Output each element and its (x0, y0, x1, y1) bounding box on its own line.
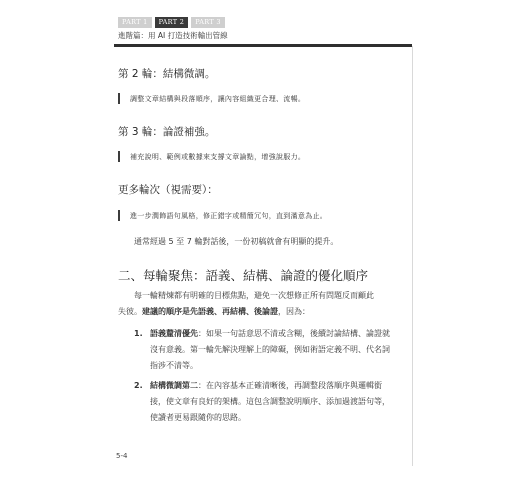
quote-text: 調整文章結構與段落順序，讓內容組織更合理、流暢。 (130, 94, 306, 103)
more-rounds-heading: 更多輪次（視需要）： (118, 184, 218, 196)
header-divider (114, 44, 412, 47)
list-number: 2. (134, 381, 143, 390)
intro-text: 失彼。 (118, 307, 142, 316)
quote-bar (118, 151, 120, 162)
intro-emphasis: 建議的順序是先語義、再結構、後論證 (142, 307, 278, 316)
part-tabs (118, 17, 225, 28)
intro-text: ，因為： (278, 307, 310, 316)
list-emphasis: 結構微調第二 (150, 381, 198, 390)
quote-bar (118, 210, 120, 221)
section-title: 二、每輪聚焦：語義、結構、論證的優化順序 (118, 268, 369, 283)
priority-list-item-2 (134, 378, 404, 426)
list-line (150, 326, 404, 342)
intro-line-2 (118, 304, 310, 320)
priority-list-item-1 (134, 326, 404, 374)
part-tab-2-active: PART 2 (155, 17, 189, 28)
round-2-heading: 第 2 輪：結構微調。 (118, 68, 216, 80)
list-line: 接，使文章有良好的架構。這包含調整說明順序、添加過渡語句等， (150, 397, 390, 406)
list-number: 1. (134, 329, 143, 338)
list-line: 沒有意義。第一輪先解決理解上的障礙，例如術語定義不明、代名詞 (150, 345, 390, 354)
chapter-title: 進階篇：用 AI 打造技術輸出管線 (118, 31, 228, 40)
list-item (134, 326, 404, 374)
list-line: 指涉不清等。 (150, 361, 198, 370)
page-number: 5-4 (116, 452, 128, 460)
quote-text: 進一步潤飾語句風格，修正錯字或精簡冗句，直到滿意為止。 (130, 211, 328, 220)
right-margin-rule (412, 46, 413, 466)
quote-bar (118, 93, 120, 104)
list-item (134, 378, 404, 426)
list-line: 使讀者更易跟隨你的思路。 (150, 413, 246, 422)
round-3-heading: 第 3 輪：論證補強。 (118, 126, 216, 138)
round-3-quote (118, 151, 305, 162)
quote-text: 補充說明、範例或數據來支撐文章論點，增強說服力。 (130, 152, 306, 161)
round-2-quote (118, 93, 305, 104)
intro-line-1: 每一輪精煉都有明確的目標焦點，避免一次想修正所有問題反而顧此 (134, 291, 374, 300)
part-tab-3: PART 3 (191, 17, 225, 28)
more-rounds-quote (118, 210, 327, 221)
part-tab-1: PART 1 (118, 17, 152, 28)
list-text: ：在內容基本正確清晰後，再調整段落順序與邏輯銜 (198, 381, 382, 390)
list-text: ：如果一句話意思不清或含糊，後續討論結構、論證就 (198, 329, 390, 338)
summary-paragraph: 通常經過 5 至 7 輪對話後，一份初稿就會有明顯的提升。 (134, 237, 339, 246)
list-line (150, 378, 404, 394)
list-emphasis: 語義釐清優先 (150, 329, 198, 338)
